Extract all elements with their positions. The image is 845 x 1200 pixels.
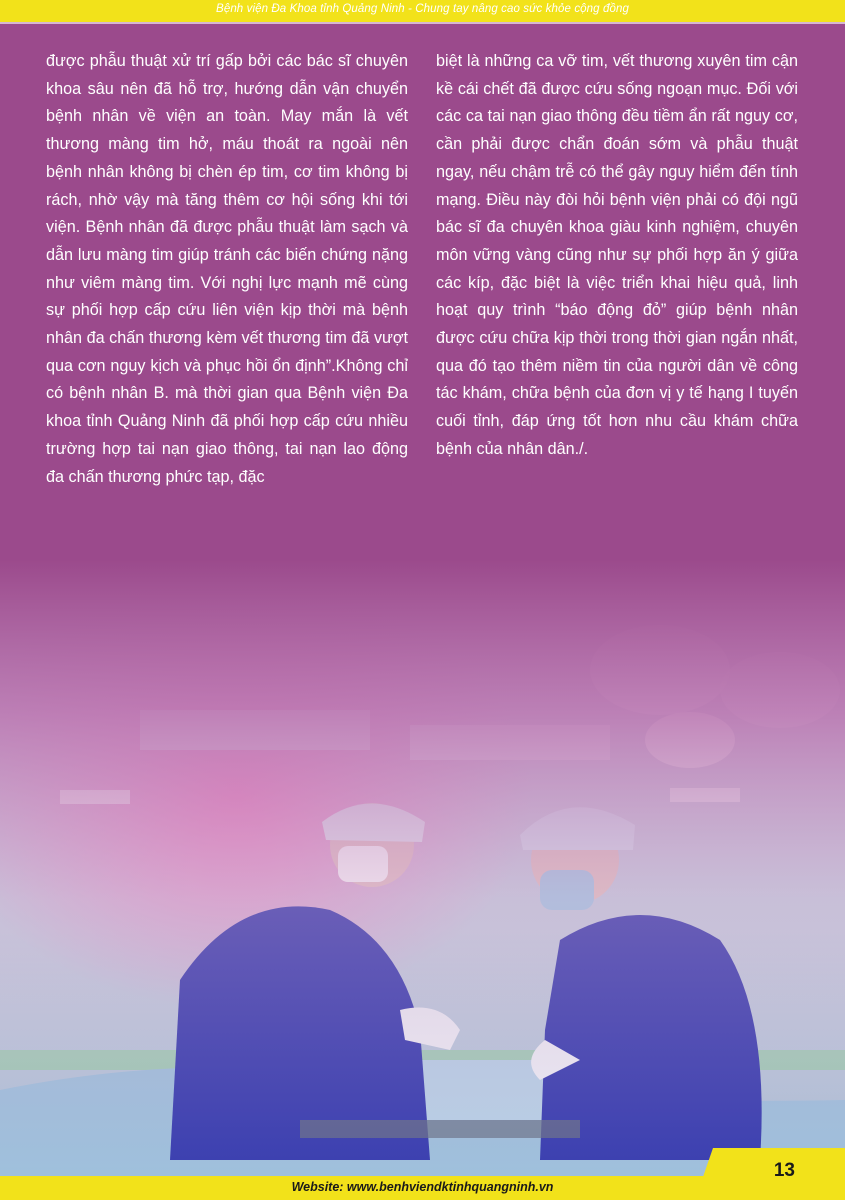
article-right-column: biệt là những ca vỡ tim, vết thương xuyên tim cận kề cái chết đã được cứu sống ngoạn mục. Đối với các ca tai nạn giao thông đều tiềm ẩn rất nguy cơ, cần phải được chẩn đoán sớm và phẫu thuật ngay, nếu chậm trễ có thể gây nguy hiểm đến tính mạng. Điều này đòi hỏi bệnh viện phải có đội ngũ bác sĩ đa chuyên khoa giàu kinh nghiệm, chuyên môn vững vàng cũng như sự phối hợp ăn ý giữa các kíp, đặc biệt là việc triển khai hiệu quả, linh hoạt quy trình “báo động đỏ” giúp bệnh nhân được cứu chữa kịp thời trong thời gian ngắn nhất, qua đó tạo thêm niềm tin của người dân về công tác khám, chữa bệnh của đơn vị y tế hạng I tuyến cuối tỉnh, đáp ứng tốt hơn nhu cầu khám chữa bệnh của nhân dân./. [436,52,798,458]
surgery-photo [0,560,845,1176]
article-left-column: được phẫu thuật xử trí gấp bởi các bác sĩ chuyên khoa sâu nên đã hỗ trợ, hướng dẫn vận chuyển bệnh nhân về viện an toàn. May mắn là vết thương màng tim hở, máu thoát ra ngoài nên bệnh nhân không bị chèn ép tim, cơ tim không bị rách, nhờ vậy mà tăng thêm cơ hội sống khi tới viện. Bệnh nhân đã được phẫu thuật làm sạch và dẫn lưu màng tim giúp tránh các biến chứng nặng như viêm màng tim. Với nghị lực mạnh mẽ cùng sự phối hợp cấp cứu liên viện kịp thời mà bệnh nhân đa chấn thương kèm vết thương tim đã vượt qua cơn nguy kịch và phục hồi ổn định”.Không chỉ có bệnh nhân B. mà thời gian qua Bệnh viện Đa khoa tỉnh Quảng Ninh đã phối hợp cấp cứu nhiều trường hợp tai nạn giao thông, tai nạn lao động đa chấn thương phức tạp, đặc [46,52,408,486]
header-bar [0,0,845,22]
header-slogan: Bệnh viện Đa Khoa tỉnh Quảng Ninh - Chung tay nâng cao sức khỏe cộng đồng [216,3,629,15]
footer-bar [0,1176,845,1200]
footer-website: Website: www.benhviendktinhquangninh.vn [291,1180,554,1194]
page-number: 13 [773,1160,795,1181]
